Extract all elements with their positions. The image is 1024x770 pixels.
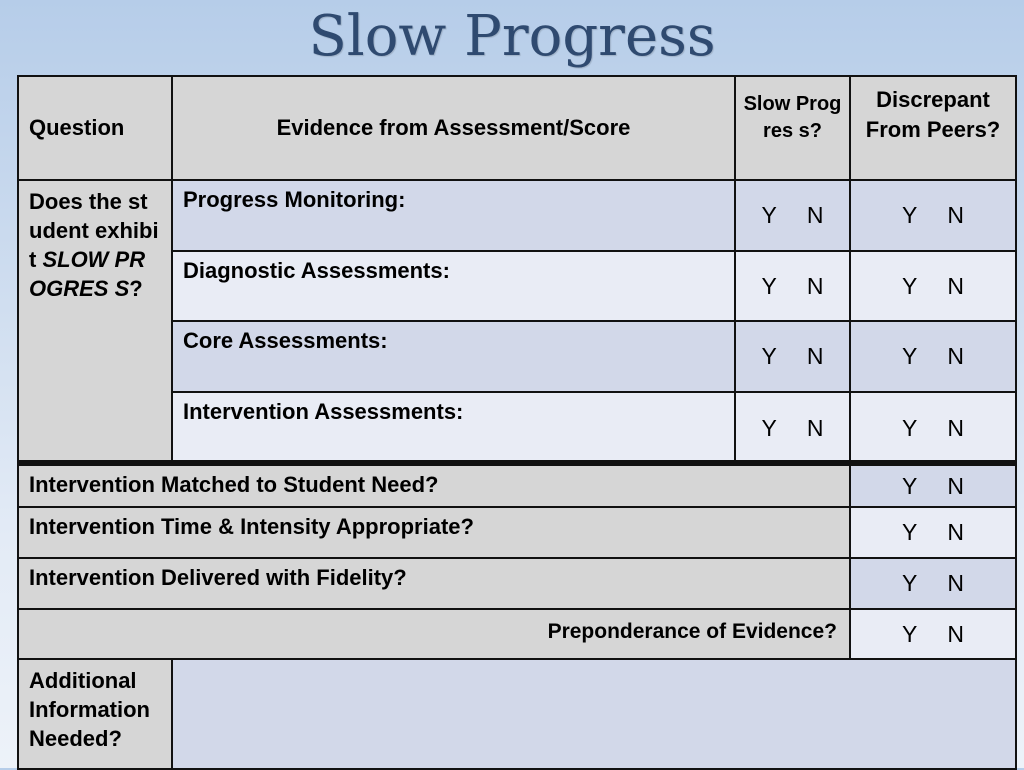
row-core-assessments: [171, 320, 736, 393]
header-question-label: Question: [29, 115, 125, 140]
yn-preponderance[interactable]: [849, 608, 1017, 660]
yes-option[interactable]: Y: [902, 570, 918, 596]
header-discrepant-label: Discrepant From Peers?: [865, 87, 1001, 142]
yes-option[interactable]: Y: [902, 620, 918, 647]
no-option[interactable]: N: [806, 343, 824, 369]
header-question: [17, 75, 173, 181]
page-title: Slow Progress: [308, 4, 716, 69]
yes-option[interactable]: Y: [902, 519, 918, 545]
yes-option[interactable]: Y: [902, 202, 918, 228]
yes-option[interactable]: Y: [761, 343, 777, 369]
yes-option[interactable]: Y: [761, 414, 777, 441]
additional-info-label-cell: [17, 658, 173, 770]
row-label: Intervention Delivered with Fidelity?: [29, 565, 407, 590]
yes-option[interactable]: Y: [902, 472, 918, 499]
slow-yn-diagnostic[interactable]: [734, 250, 851, 322]
discrepant-yn-diagnostic[interactable]: [849, 250, 1017, 322]
additional-info-label: Additional Information Needed?: [29, 668, 150, 751]
yes-option[interactable]: Y: [902, 414, 918, 441]
slow-yn-intervention[interactable]: [734, 391, 851, 465]
no-option[interactable]: N: [947, 570, 964, 596]
no-option[interactable]: N: [947, 202, 964, 228]
row-intervention-matched: [17, 464, 851, 508]
row-preponderance: [17, 608, 851, 660]
yes-option[interactable]: Y: [761, 202, 777, 228]
row-intervention-fidelity: [17, 557, 851, 610]
question-mark: ?: [129, 276, 143, 301]
slow-yn-progress-monitoring[interactable]: [734, 179, 851, 252]
header-slow-progress: [734, 75, 851, 181]
row-label: Intervention Time & Intensity Appropriate?: [29, 514, 474, 539]
row-intervention-assessments: [171, 391, 736, 465]
no-option[interactable]: N: [947, 519, 964, 545]
additional-info-field[interactable]: [171, 658, 1017, 770]
yn-intervention-time[interactable]: [849, 506, 1017, 559]
question-text: Does the student exhibit: [29, 189, 159, 272]
no-option[interactable]: N: [947, 620, 964, 647]
question-emphasis: SLOW PROGRES S: [29, 247, 146, 301]
question-cell: [17, 179, 173, 465]
yes-option[interactable]: Y: [902, 272, 918, 299]
row-label: Intervention Matched to Student Need?: [29, 472, 439, 497]
yn-intervention-fidelity[interactable]: [849, 557, 1017, 610]
row-intervention-time: [17, 506, 851, 559]
no-option[interactable]: N: [806, 272, 824, 299]
header-evidence-label: Evidence from Assessment/Score: [276, 115, 631, 140]
no-option[interactable]: N: [806, 414, 824, 441]
slow-yn-core[interactable]: [734, 320, 851, 393]
yes-option[interactable]: Y: [761, 272, 777, 299]
no-option[interactable]: N: [947, 272, 964, 299]
header-slow-progress-label: Slow Progres s?: [743, 93, 842, 142]
row-diagnostic-assessments: [171, 250, 736, 322]
no-option[interactable]: N: [806, 202, 824, 228]
discrepant-yn-progress-monitoring[interactable]: [849, 179, 1017, 252]
header-discrepant: [849, 75, 1017, 181]
row-label: Preponderance of Evidence?: [547, 620, 837, 643]
header-evidence: [171, 75, 736, 181]
discrepant-yn-core[interactable]: [849, 320, 1017, 393]
discrepant-yn-intervention[interactable]: [849, 391, 1017, 465]
yn-intervention-matched[interactable]: [849, 464, 1017, 508]
no-option[interactable]: N: [947, 343, 964, 369]
row-label: Progress Monitoring:: [183, 187, 406, 212]
no-option[interactable]: N: [947, 414, 964, 441]
row-label: Intervention Assessments:: [183, 399, 464, 424]
row-label: Core Assessments:: [183, 328, 388, 353]
row-progress-monitoring: [171, 179, 736, 252]
row-label: Diagnostic Assessments:: [183, 258, 450, 283]
yes-option[interactable]: Y: [902, 343, 918, 369]
no-option[interactable]: N: [947, 472, 964, 499]
